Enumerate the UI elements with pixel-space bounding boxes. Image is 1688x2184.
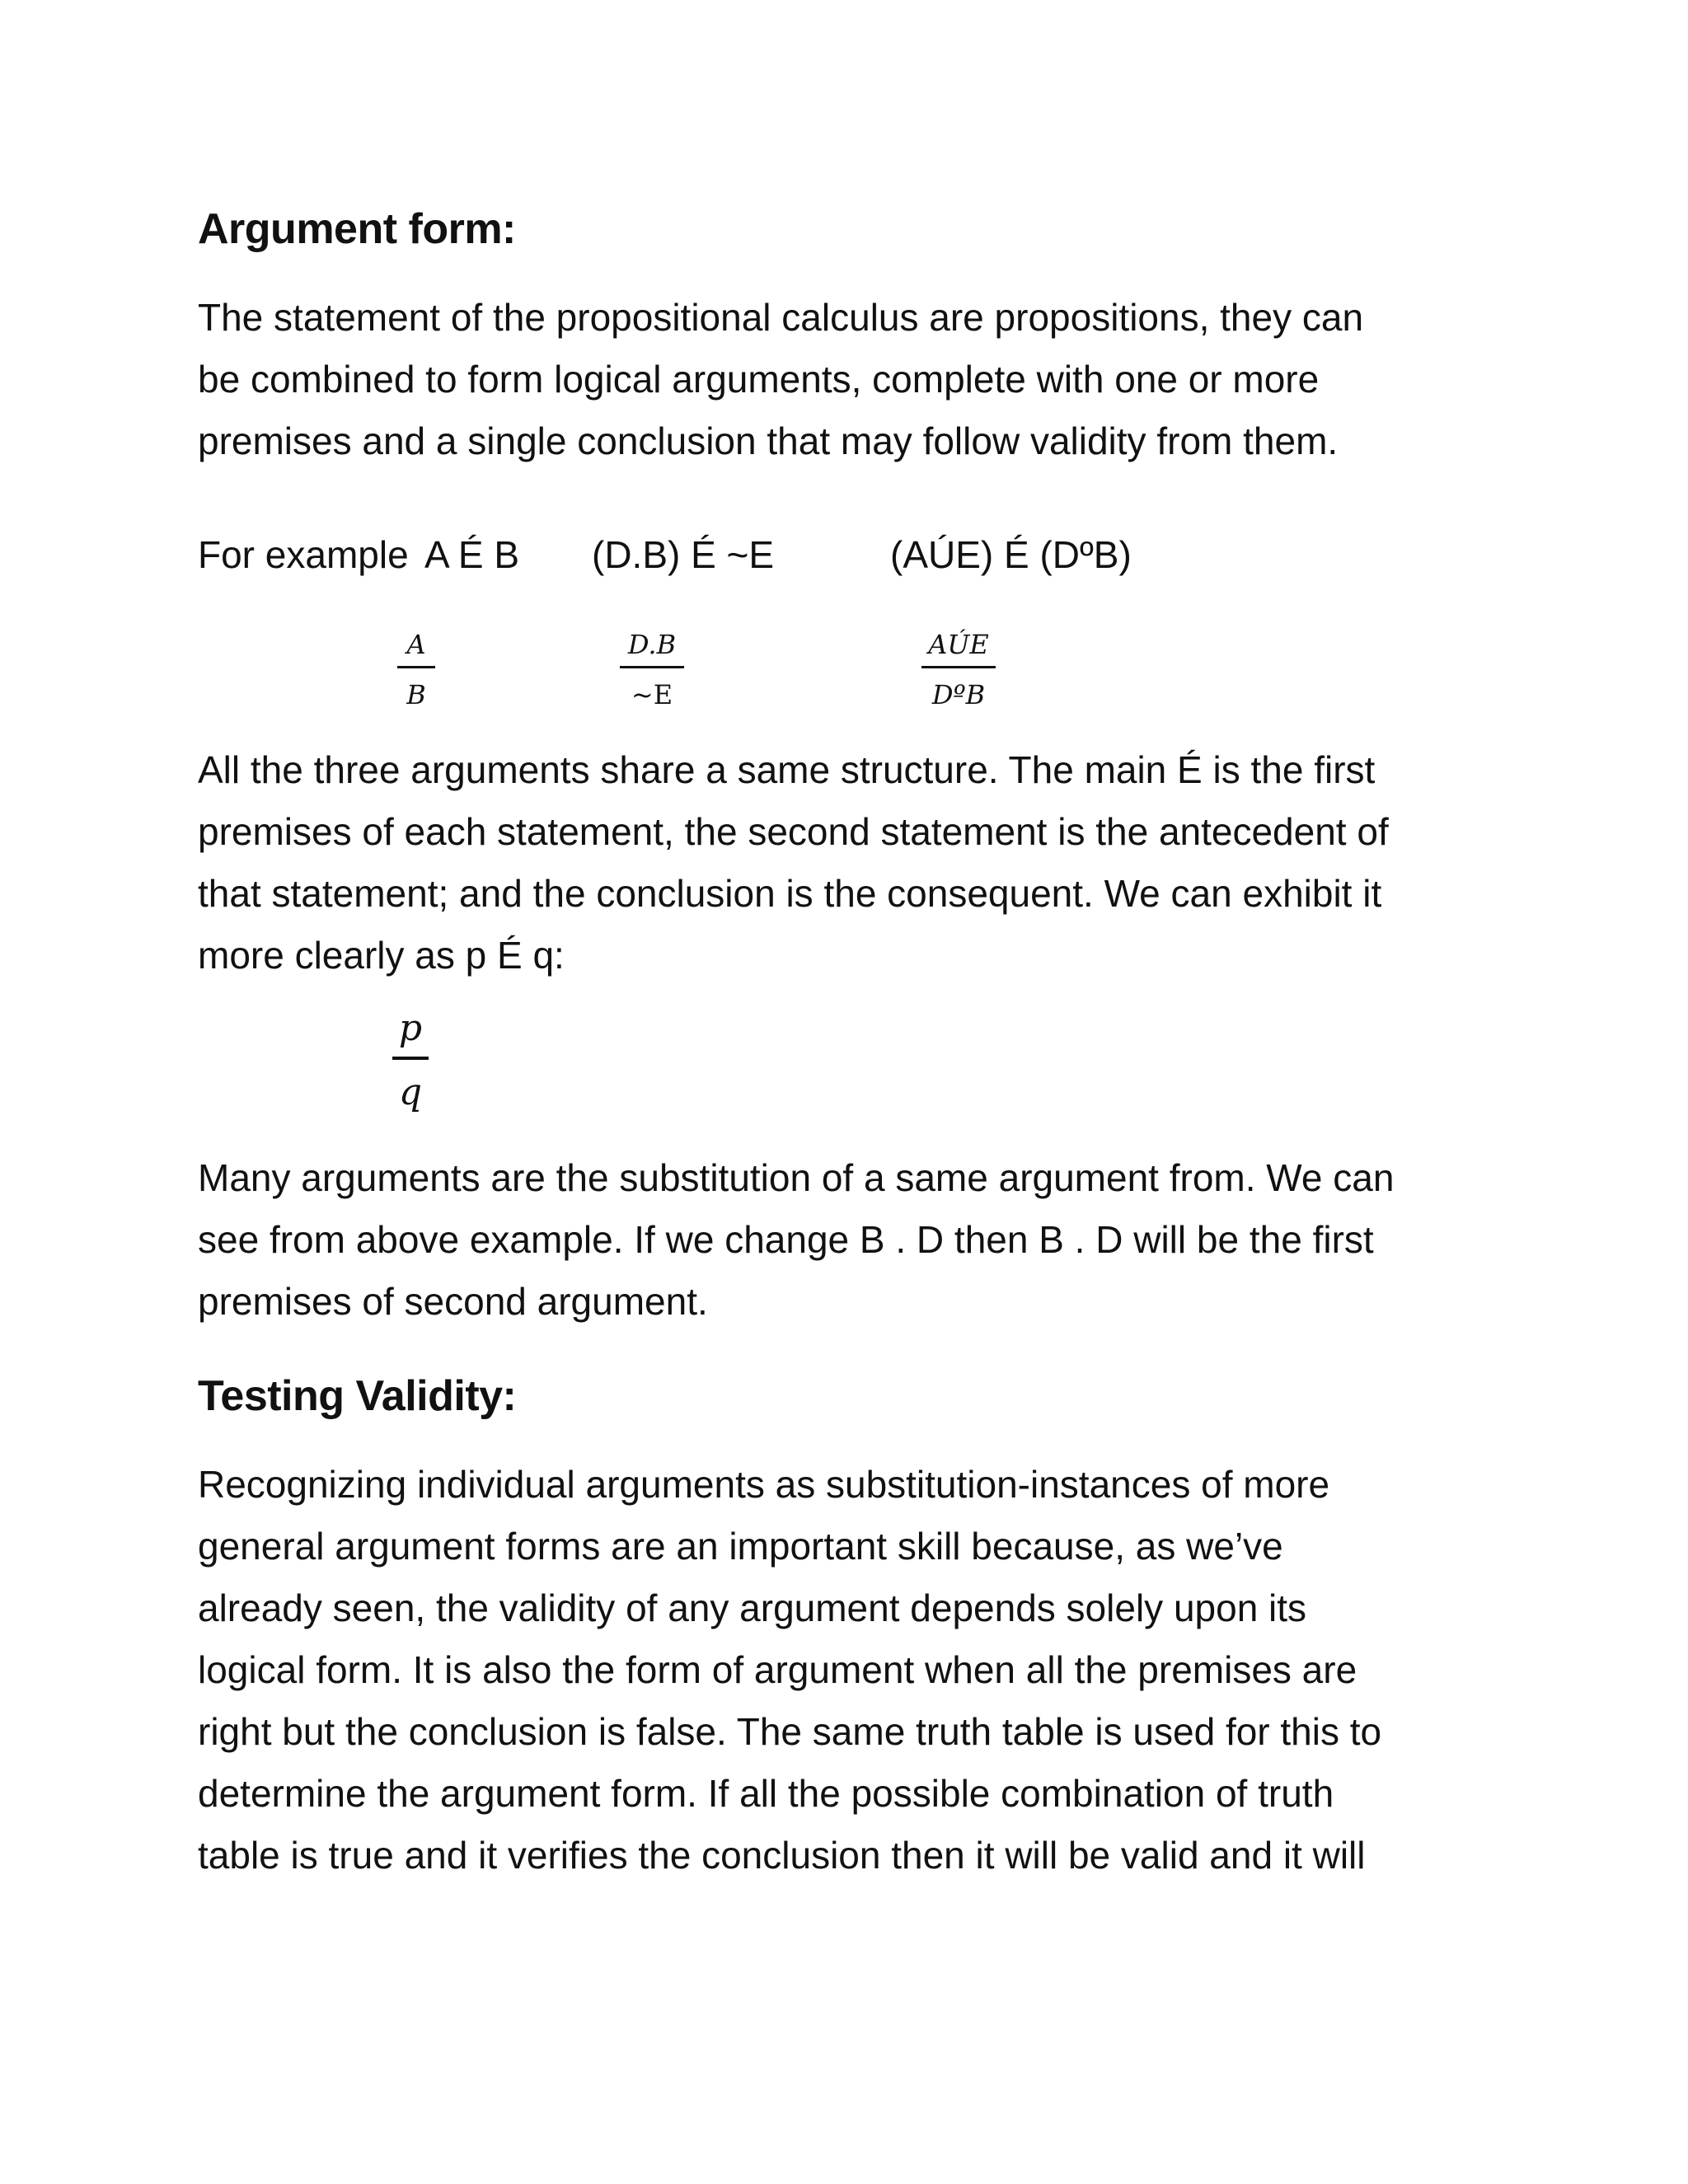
structure-paragraph xyxy=(198,739,1517,987)
fraction-numerator: A xyxy=(397,628,435,668)
validity-line: already seen, the validity of any argument depends solely upon its xyxy=(198,1586,1307,1629)
substitution-line: see from above example. If we change B . D then B . D will be the first xyxy=(198,1218,1374,1261)
example-3: (AÚE) É (DºB) xyxy=(890,533,1132,576)
fraction-denominator: B xyxy=(406,679,426,710)
structure-line: premises of each statement, the second statement is the antecedent of xyxy=(198,810,1389,853)
validity-line: determine the argument form. If all the possible combination of truth xyxy=(198,1772,1334,1815)
heading-argument-form: Argument form: xyxy=(198,205,516,253)
fraction-db-not-e xyxy=(620,628,684,711)
intro-paragraph xyxy=(198,287,1517,472)
structure-line: that statement; and the conclusion is the consequent. We can exhibit it xyxy=(198,872,1382,915)
intro-line: The statement of the propositional calculus are propositions, they can xyxy=(198,296,1364,339)
fraction-p-q xyxy=(392,1007,429,1114)
validity-line: general argument forms are an important skill because, as we’ve xyxy=(198,1525,1283,1568)
validity-line: right but the conclusion is false. The same truth table is used for this to xyxy=(198,1710,1382,1753)
structure-line: All the three arguments share a same structure. The main É is the first xyxy=(198,748,1376,791)
example-row xyxy=(198,526,1269,583)
fraction-denominator: DºB xyxy=(931,679,986,710)
validity-line: logical form. It is also the form of argument when all the premises are xyxy=(198,1648,1357,1691)
fraction-numerator: D.B xyxy=(620,628,684,668)
heading-testing-validity: Testing Validity: xyxy=(198,1372,517,1420)
fraction-a-b xyxy=(397,628,435,711)
example-2: (D.B) É ~E xyxy=(592,533,775,576)
testing-validity-paragraph xyxy=(198,1454,1517,1886)
fraction-aue-dob xyxy=(921,628,996,711)
substitution-line: Many arguments are the substitution of a same argument from. We can xyxy=(198,1156,1395,1199)
fraction-numerator: p xyxy=(392,1007,429,1060)
validity-line: table is true and it verifies the conclusion then it will be valid and it will xyxy=(198,1834,1366,1877)
intro-line: premises and a single conclusion that may follow validity from them. xyxy=(198,419,1339,462)
validity-line: Recognizing individual arguments as substitution-instances of more xyxy=(198,1463,1330,1506)
substitution-paragraph xyxy=(198,1147,1517,1333)
fraction-numerator: AÚE xyxy=(921,628,996,668)
substitution-line: premises of second argument. xyxy=(198,1280,708,1323)
structure-line: more clearly as p É q: xyxy=(198,934,565,977)
example-1: A É B xyxy=(424,533,520,576)
intro-line: be combined to form logical arguments, complete with one or more xyxy=(198,358,1320,401)
fraction-denominator: q xyxy=(398,1071,423,1113)
example-label: For example xyxy=(198,533,409,576)
fraction-denominator: ~E xyxy=(631,679,673,710)
